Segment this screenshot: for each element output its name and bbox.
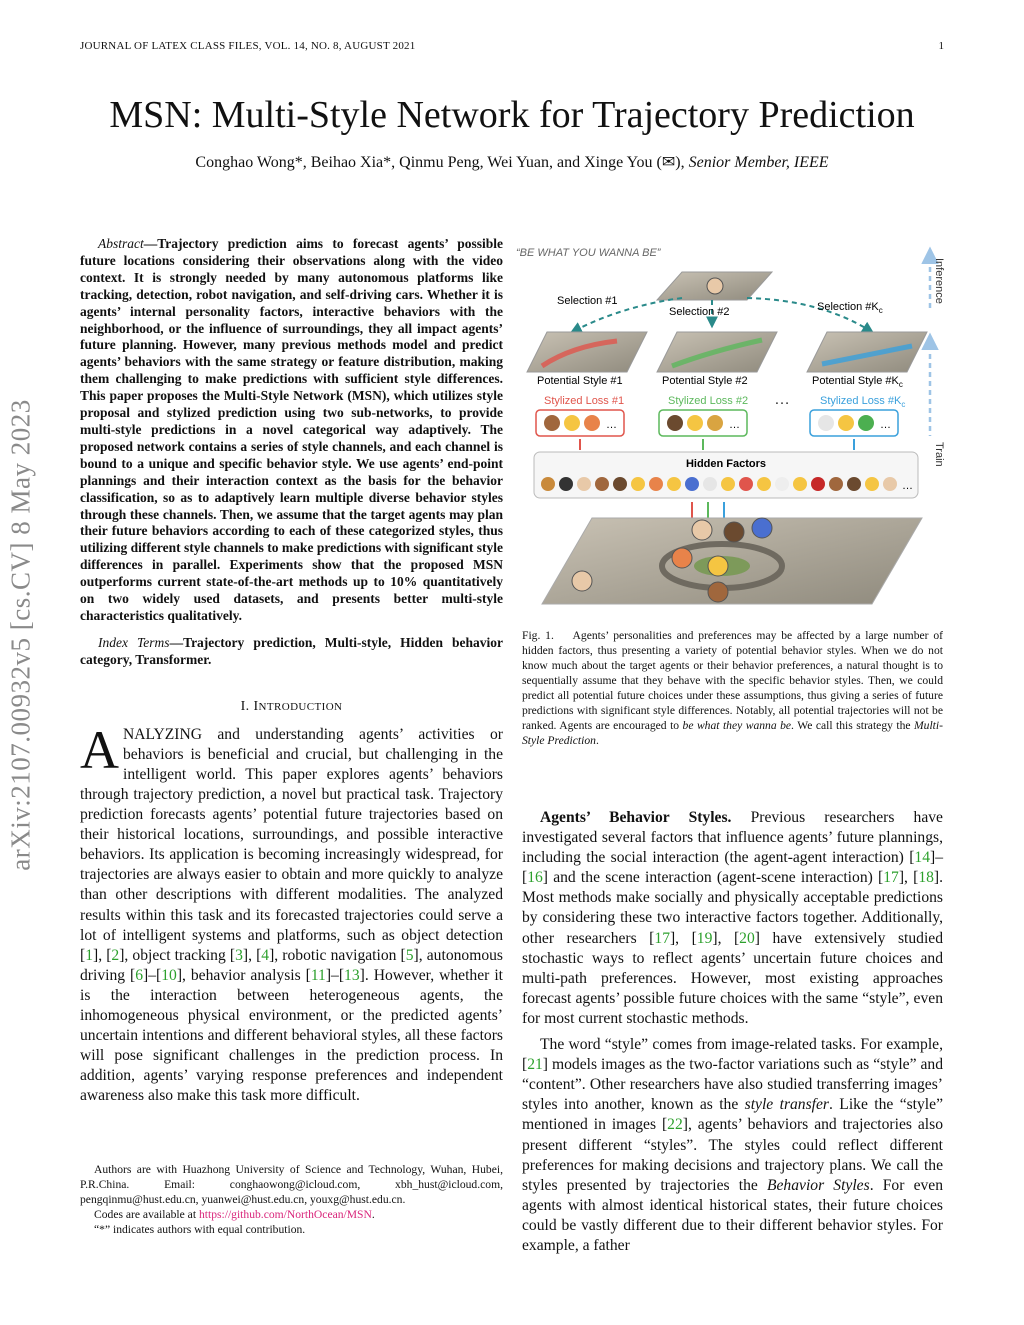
figure-diagram [516,236,945,611]
body-text: The word “style” comes from image-related tasks. For example, [ [522,1036,943,1074]
citation-link[interactable]: 13 [344,966,360,984]
footnote-code-prefix: Codes are available at [94,1208,199,1221]
body-text: ] models images as the two-factor variations such as “style” and “content”. Other researchers have also studied transferring images’ styles into another, known as the [522,1056,943,1114]
body-text: Previous researchers have investigated several factors that influence agents’ future plannings, including the social interaction (the agent-agent interaction) [ [522,809,943,867]
agent-avatar [838,415,854,431]
agent-avatar [708,556,728,576]
citation-link[interactable]: 10 [161,966,177,984]
body-text: . Like the “style” mentioned in images [ [522,1096,943,1134]
intro-paragraph [80,719,503,1107]
body-emphasis: Behavior Styles [766,1176,870,1194]
potential-style-k: Potential Style $\#K_c$ [812,375,903,389]
intro-text: ], object tracking [ [119,946,236,964]
arxiv-stamp-text: arXiv:2107.00932v5 [cs.CV] 8 May 2023 [5,399,36,871]
body-text: ], [ [898,869,919,887]
agent-avatar [564,415,580,431]
potential-style-2: Potential Style #2 [662,375,748,387]
hidden-factors-label: Hidden Factors [685,458,767,470]
agent-avatar [584,415,600,431]
box-k-ellipsis: … [880,419,891,431]
citation-link[interactable]: 17 [654,929,670,947]
citation-link[interactable]: 20 [739,929,755,947]
footnote-code-suffix: . [371,1208,375,1221]
citation-link[interactable]: 16 [527,869,543,887]
citation-link[interactable]: 21 [527,1056,543,1074]
stylized-loss-2: Stylized Loss #2 [668,395,749,407]
intro-text: ]. However, whether it is the interaction between heterogeneous agents, the inhomogeneous physical environment, or the predicted agents’ uncertain intentions and different behavioral styles, all these factors will pose significant challenges in the prediction process. In addition, agents’ varying response preferences and independent awareness also make this task more difficult. [80,966,503,1105]
stylized-loss-1: Stylized Loss #1 [544,395,625,407]
scene-style-k [807,332,927,372]
box-2-ellipsis: … [729,419,740,431]
abstract-text: —Trajectory prediction aims to forecast agents’ possible future locations considering their observations along with the video context. It is strongly needed by many autonomous platforms like tracking, detection, robot navigation, and self-driving cars. Whether it is agents’ internal personality factors, interactive behaviors with the neighborhood, or the influence of surroundings, they all impact agents’ future planning. However, many previous methods model and predict agents’ behaviors with the same strategy or feature distribution, making them challenging to make predictions with sufficient style differences. This paper proposes the Multi-Style Network (MSN), which utilizes style proposal and stylized prediction using two sub-networks, to provide multi-style predictions in a novel categorical way adaptively. The proposed network contains a series of style channels, and each channel is bound to a unique and specific behavior style. We use agents’ end-point plannings and their interaction context as the basis for the behavior classification, so as to adaptively learn multiple diverse behavior styles through these channels. Then, we assume that the target agents may plan their future behaviors according to each of these categorized styles, thus utilizing different style channels to make predictions with significant style differences in parallel. Experiments show that the proposed MSN outperforms current state-of-the-art methods up to 10% quantitatively on two widely used datasets, and presents better multi-style characteristics qualitatively. [80,236,503,623]
intro-text: ]–[ [143,966,162,984]
footnote [80,1162,503,1237]
citation-link[interactable]: 3 [235,946,243,964]
footnote-code [80,1207,503,1222]
body-text: ], [ [669,929,697,947]
selection-label-1: Selection #1 [557,295,618,307]
caption-label: Fig. 1. [522,629,554,642]
citation-link[interactable]: 11 [310,966,326,984]
paper-title: MSN: Multi-Style Network for Trajectory Prediction [109,94,915,136]
citation-link[interactable]: 2 [111,946,120,964]
code-link[interactable]: https://github.com/NorthOcean/MSN [198,1208,372,1221]
citation-link[interactable]: 19 [696,929,713,947]
footnote-equal-contribution: “*” indicates authors with equal contribution. [94,1223,306,1236]
agent-avatar [708,582,728,602]
style-paragraph [522,1035,943,1256]
citation-link[interactable]: 18 [918,869,934,887]
agent-avatar [692,520,712,540]
section-numeral: I. [240,698,250,714]
intro-text: ], robotic navigation [ [269,946,406,964]
abstract-lead: Abstract [98,236,144,251]
caption-emphasis: be what they wanna be [682,719,792,732]
agent-avatar [544,415,560,431]
body-text: ], [ [712,929,740,947]
box-1-ellipsis: … [606,419,617,431]
intro-text: ]–[ [325,966,345,984]
selection-label-2: Selection #2 [669,306,730,318]
potential-style-1: Potential Style #1 [537,375,623,387]
index-terms-text: —Trajectory prediction, Multi-style, Hidden behavior category, Transformer. [80,634,504,667]
section-heading [80,699,503,715]
abstract [80,236,503,625]
style-ellipsis: … [774,391,790,408]
figure-1 [516,236,945,616]
body-emphasis: style transfer [744,1096,829,1114]
citation-link[interactable]: 17 [883,869,899,887]
intro-text: ], behavior analysis [ [176,966,311,984]
body-text: ]–[ [522,849,943,887]
intro-text: ], [ [242,946,262,964]
intro-text: NALYZING and understanding agents’ activities or behaviors is beneficial and crucial, but challenging in the intelligent world. This paper explores agents’ behaviors through trajectory prediction, a novel but practical task. Trajectory prediction forecasts agents’ potential future trajectories based on their historical locations, surroundings, and possible interactive behaviors. Its application is becoming increasingly widespread, for trajectories are always easier to obtain and more quickly to analyze than other descriptions with different modalities. The analyzed results within this task and its forecasted trajectories could serve a lot of intelligent systems and platforms, such as object detection [ [80,725,503,964]
train-label: Train [933,442,945,467]
stylized-loss-k: Stylized Loss $\#K_c$ [820,395,906,409]
footnote-affiliation: Authors are with Huazhong University of Science and Technology, Wuhan, Hubei, P.R.China. Email: conghaowong@icloud.com, xbh_hust@icloud.com, pengqinmu@hust.edu.cn, yuanwei@hust.edu.cn, youxg@hust.edu.cn. [80,1163,503,1206]
citation-link[interactable]: 14 [914,849,930,867]
figure-slogan: “BE WHAT YOU WANNA BE” [516,247,661,259]
body-text: . For even agents with almost identical historical states, their future choices could be vastly different due to their different behavior styles. For example, a father [522,1176,944,1254]
author-names: Conghao Wong*, Beihao Xia*, Qinmu Peng, Wei Yuan, and Xinge You (✉), [195,154,685,171]
caption-emphasis: Multi-Style Prediction [522,719,943,747]
section-first-letter: I [253,698,259,714]
agent-avatar [724,522,744,542]
citation-link[interactable]: 1 [85,946,93,964]
selection-label-k: Selection $\#K_c$ [817,301,883,315]
agent-avatar [707,278,723,294]
caption-text: . We call this strategy the [791,719,914,732]
page-number: 1 [938,40,944,52]
agent-avatar [707,415,723,431]
intro-text: ], autonomous driving [ [80,946,503,984]
intro-text: ], [ [93,946,112,964]
index-terms [80,635,503,669]
author-line [0,152,1024,172]
author-role: Senior Member, IEEE [688,154,829,171]
agent-avatar [572,571,592,591]
body-text: ] and the scene interaction (agent-scene interaction) [ [542,869,884,887]
right-column-body [522,808,943,1262]
agent-avatar [752,518,772,538]
inference-label: Inference [933,258,945,304]
caption-text: . [595,734,599,747]
agent-avatar [667,415,683,431]
section-rest: NTRODUCTION [258,700,343,713]
running-header: JOURNAL OF LATEX CLASS FILES, VOL. 14, NO. 8, AUGUST 2021 [80,40,416,52]
arxiv-stamp [0,345,42,925]
agent-avatar [818,415,834,431]
citation-link[interactable]: 5 [405,946,414,964]
body-text: ], agents’ behaviors and trajectories also present different “styles”. The styles could reflect different preferences for making decisions and trajectory plans. We call the styles presented by trajectories the [522,1116,943,1194]
runin-heading: Agents’ Behavior Styles. [540,809,732,826]
agent-avatar [687,415,703,431]
figure-caption [522,628,943,748]
citation-link[interactable]: 22 [667,1116,683,1134]
index-terms-lead: Index Terms [98,634,170,650]
citation-link[interactable]: 4 [261,946,270,964]
behavior-styles-paragraph [522,808,943,1029]
citation-link[interactable]: 6 [135,966,144,984]
agent-avatar [672,548,692,568]
caption-text: Agents’ personalities and preferences may be affected by a large number of hidden factors, thus presenting a variety of potential behavior styles. When we do not know much about the target agents or their behavior preferences, a natural thought is to sequentially assume that they behave with the specific behavior styles. Then, we could predict all potential future choices under these assumptions, thus giving a series of future predictions with significant style differences. Notably, all potential trajectories will not be ranked. Agents are encouraged to [522,629,943,732]
body-text: ]. Most methods make socially and physically acceptable predictions by considering these two interactive factors together. Additionally, other researchers [ [522,869,943,947]
hidden-factors-ellipsis: … [902,480,913,492]
agent-avatar [858,415,874,431]
left-column [80,236,503,1106]
drop-cap: A [80,719,119,780]
body-text: ] have extensively studied stochastic ways to reflect agents’ uncertain future choices and multi-path preferences. However, most existing approaches forecast agents’ possible future choices with the same “style”, even for most current stochastic methods. [522,929,943,1027]
